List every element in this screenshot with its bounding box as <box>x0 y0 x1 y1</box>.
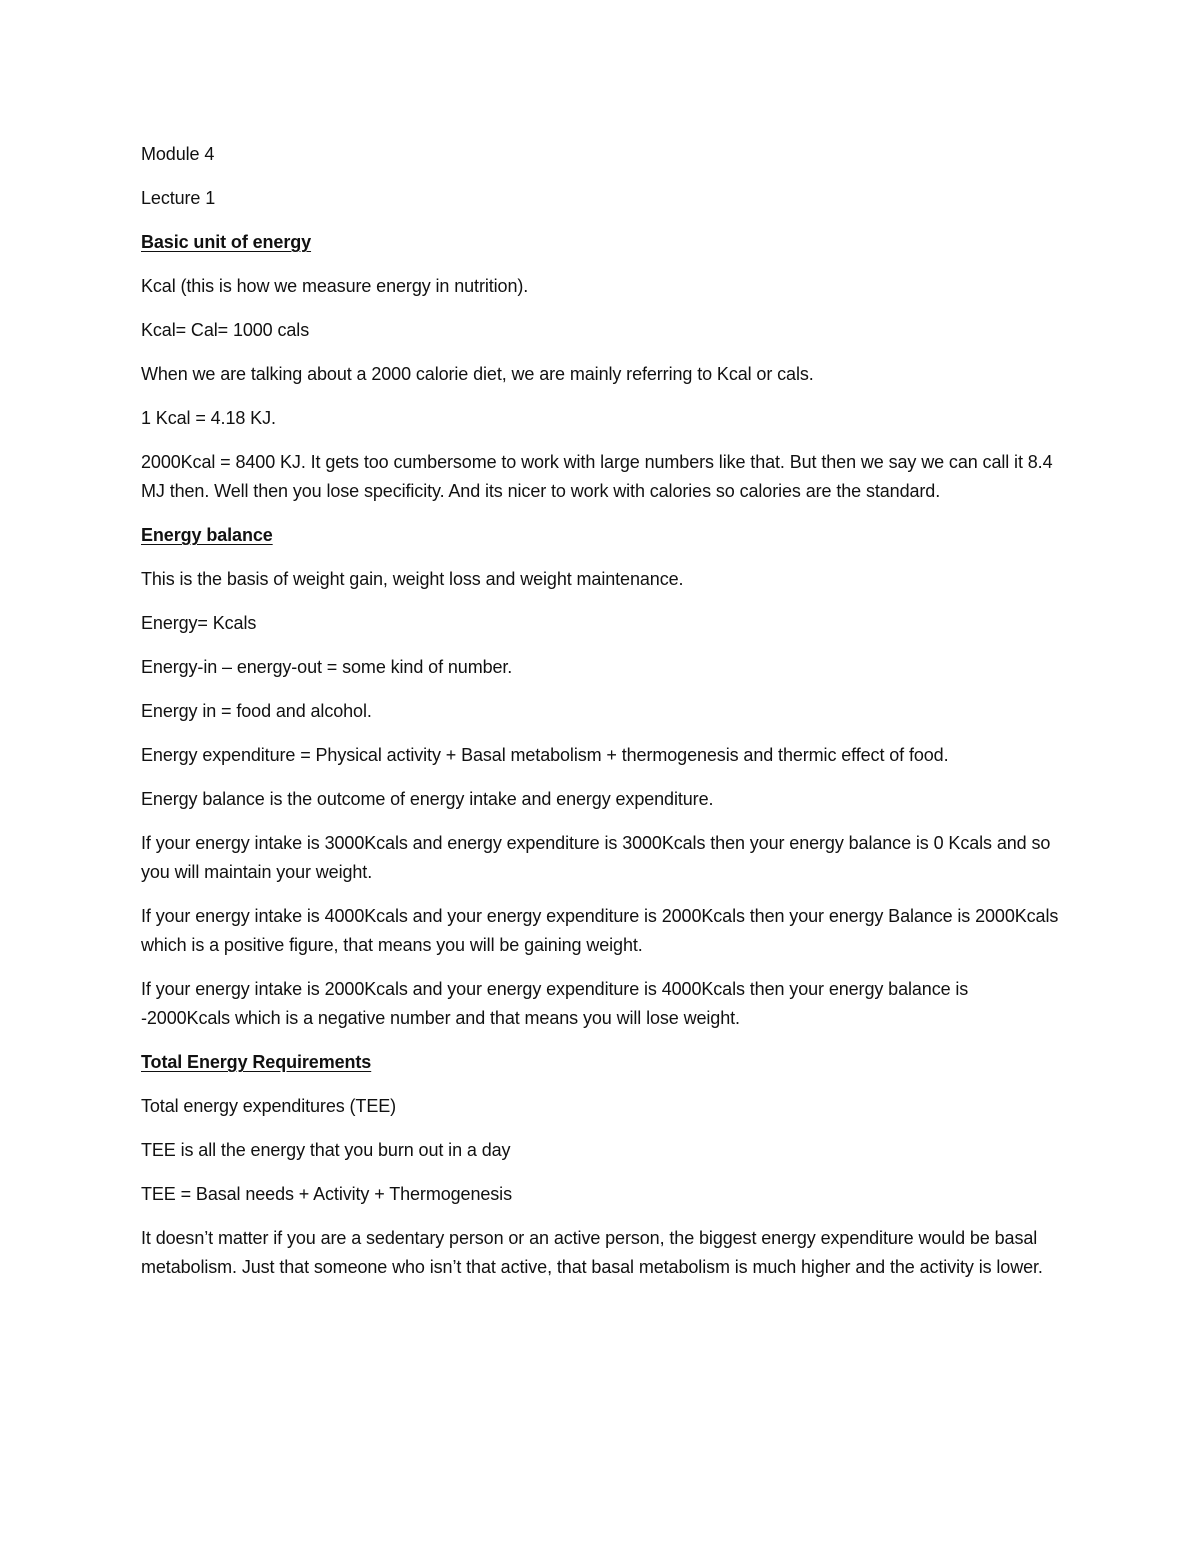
paragraph: If your energy intake is 2000Kcals and your energy expenditure is 4000Kcals then your energy balance is -2000Kcals which is a negative number and that means you will lose weight. <box>141 979 969 1028</box>
section-heading: Energy balance <box>141 525 273 545</box>
paragraph: Energy in = food and alcohol. <box>141 701 372 721</box>
paragraph: TEE = Basal needs + Activity + Thermogenesis <box>141 1184 512 1204</box>
paragraph: Total energy expenditures (TEE) <box>141 1096 397 1116</box>
section-heading: Basic unit of energy <box>141 232 312 252</box>
paragraph: 1 Kcal = 4.18 KJ. <box>141 408 276 428</box>
paragraph: Kcal (this is how we measure energy in nutrition). <box>141 276 529 296</box>
paragraph: Module 4 <box>141 144 215 164</box>
paragraph: If your energy intake is 3000Kcals and energy expenditure is 3000Kcals then your energy balance is 0 Kcals and so you will maintain your weight. <box>141 833 1051 882</box>
paragraph: If your energy intake is 4000Kcals and your energy expenditure is 2000Kcals then your energy Balance is 2000Kcals which is a positive figure, that means you will be gaining weight. <box>141 906 1059 955</box>
paragraph: Energy expenditure = Physical activity + Basal metabolism + thermogenesis and thermic effect of food. <box>141 745 949 765</box>
paragraph: Energy balance is the outcome of energy intake and energy expenditure. <box>141 789 714 809</box>
paragraph: 2000Kcal = 8400 KJ. It gets too cumbersome to work with large numbers like that. But then we say we can call it 8.4 MJ then. Well then you lose specificity. And its nicer to work with calories so calories are the standard. <box>141 452 1053 501</box>
paragraph: Energy-in – energy-out = some kind of number. <box>141 657 513 677</box>
paragraph: Energy= Kcals <box>141 613 257 633</box>
paragraph: It doesn’t matter if you are a sedentary person or an active person, the biggest energy expenditure would be basal metabolism. Just that someone who isn’t that active, that basal metabolism is much higher and the activity is lower. <box>141 1228 1043 1277</box>
paragraph: When we are talking about a 2000 calorie diet, we are mainly referring to Kcal or cals. <box>141 364 814 384</box>
paragraph: This is the basis of weight gain, weight loss and weight maintenance. <box>141 569 684 589</box>
paragraph: Kcal= Cal= 1000 cals <box>141 320 310 340</box>
paragraph: TEE is all the energy that you burn out in a day <box>141 1140 511 1160</box>
paragraph: Lecture 1 <box>141 188 216 208</box>
section-heading: Total Energy Requirements <box>141 1052 372 1072</box>
document-body <box>141 140 1061 1297</box>
